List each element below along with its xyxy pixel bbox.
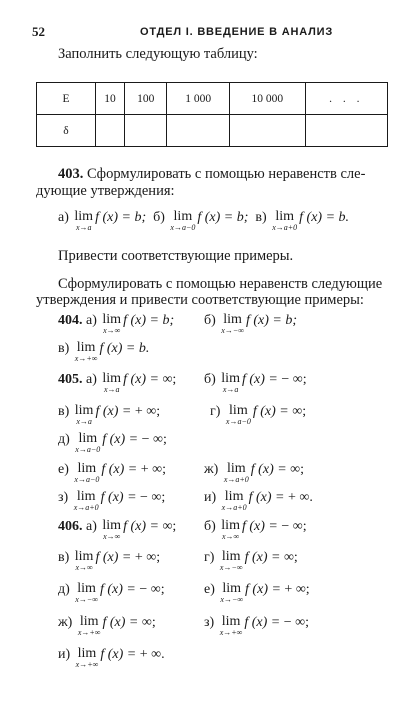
math-fragment: f (x) =	[244, 550, 281, 565]
math-fragment: lim	[74, 403, 94, 418]
math-fragment	[272, 210, 297, 232]
problem-406-zh	[58, 615, 156, 637]
math-fragment: lim	[102, 518, 122, 533]
math-fragment: е)	[58, 462, 69, 477]
math-fragment: b;	[285, 313, 297, 328]
math-fragment: lim	[102, 371, 122, 386]
problem-404-line	[58, 313, 174, 335]
math-fragment: ∞;	[162, 519, 177, 534]
math-fragment: f (x) =	[241, 372, 278, 387]
math-fragment: ∞;	[292, 404, 307, 419]
math-fragment	[75, 432, 100, 454]
math-fragment: lim	[221, 518, 240, 533]
math-fragment: x→a+0	[73, 503, 99, 512]
math-fragment: f (x) =	[123, 519, 159, 534]
math-fragment: f (x) =	[252, 404, 289, 419]
table-cell	[96, 115, 125, 147]
problem-406-z	[204, 615, 309, 637]
math-fragment: x→∞	[103, 326, 121, 335]
math-fragment: x→−∞	[219, 563, 243, 572]
math-fragment: б)	[204, 313, 216, 328]
math-fragment: b.	[138, 341, 150, 356]
math-fragment	[221, 313, 244, 335]
math-fragment: ж)	[204, 462, 219, 477]
math-fragment: ∞;	[162, 372, 177, 387]
math-fragment	[224, 462, 249, 484]
math-fragment: x→a+0	[221, 503, 247, 512]
math-fragment: lim	[222, 581, 242, 596]
math-fragment: f (x) =	[102, 615, 139, 630]
math-fragment: lim	[77, 646, 97, 661]
math-fragment: lim	[79, 614, 99, 629]
problem-403-examples: Привести соответствующие примеры.	[58, 248, 294, 264]
problem-403-items	[58, 210, 349, 232]
math-fragment	[170, 210, 195, 232]
problem-405-g	[210, 404, 306, 426]
math-fragment	[102, 519, 121, 541]
math-fragment: ∞;	[141, 615, 156, 630]
math-fragment: x→a−0	[170, 223, 196, 232]
math-fragment: x→−∞	[220, 595, 244, 604]
math-fragment	[220, 615, 243, 637]
math-fragment: lim	[102, 312, 122, 327]
math-fragment: f (x) =	[123, 313, 159, 328]
math-fragment	[78, 615, 101, 637]
math-fragment: x→+∞	[74, 354, 98, 363]
table-cell: . . .	[305, 83, 387, 115]
table-cell: δ	[37, 115, 96, 147]
table-cell	[125, 115, 167, 147]
math-fragment	[221, 519, 240, 541]
math-fragment	[75, 341, 98, 363]
math-fragment: lim	[221, 371, 240, 386]
math-fragment: lim	[76, 340, 96, 355]
math-fragment: в)	[255, 210, 267, 225]
math-fragment: + ∞.	[139, 647, 165, 662]
math-fragment: x→+∞	[77, 628, 101, 637]
math-fragment: и)	[204, 490, 217, 505]
math-fragment	[222, 490, 247, 512]
math-fragment: 406.	[58, 519, 83, 534]
math-fragment: x→+∞	[219, 628, 243, 637]
table-cell: 10 000	[229, 83, 305, 115]
math-fragment: а)	[86, 519, 97, 534]
math-fragment: lim	[77, 581, 96, 596]
math-fragment: f (x) =	[197, 210, 234, 225]
math-fragment: lim	[74, 549, 94, 564]
math-fragment: lim	[229, 403, 248, 418]
math-fragment: f (x) =	[250, 462, 287, 477]
instruction-paragraph-cont: утверждения и привести соответствующие примеры:	[36, 292, 364, 308]
math-fragment: з)	[58, 490, 69, 505]
problem-405-i	[204, 490, 313, 512]
math-fragment: + ∞;	[284, 582, 310, 597]
math-fragment: f (x) =	[99, 582, 136, 597]
problem-406-d	[58, 582, 165, 604]
problem-405-v	[58, 404, 160, 426]
math-fragment: f (x) =	[245, 582, 281, 597]
math-fragment	[221, 372, 240, 394]
math-fragment: f (x) =	[299, 210, 336, 225]
math-fragment: f (x) =	[95, 210, 131, 225]
math-fragment: ∞;	[290, 462, 305, 477]
math-fragment: + ∞;	[140, 462, 166, 477]
running-header: ОТДЕЛ I. ВВЕДЕНИЕ В АНАЛИЗ	[140, 26, 334, 38]
math-fragment: lim	[74, 209, 94, 224]
math-fragment: lim	[223, 312, 242, 327]
problem-405-d	[58, 432, 167, 454]
math-fragment: x→a	[222, 385, 239, 394]
math-fragment: г)	[204, 550, 215, 565]
math-fragment	[220, 550, 243, 572]
math-fragment: а)	[86, 372, 97, 387]
math-fragment	[74, 462, 99, 484]
table-cell	[305, 115, 387, 147]
math-fragment: x→a−0	[225, 417, 251, 426]
math-fragment	[74, 210, 93, 232]
math-fragment: lim	[78, 431, 98, 446]
math-fragment: b.	[338, 210, 350, 225]
math-fragment: е)	[204, 582, 215, 597]
math-fragment	[102, 372, 121, 394]
math-fragment: − ∞;	[283, 615, 309, 630]
math-fragment: x→∞	[222, 532, 240, 541]
math-fragment: lim	[275, 209, 294, 224]
problem-406-g	[204, 550, 298, 572]
problem-404-v	[58, 341, 149, 363]
math-fragment: lim	[221, 549, 241, 564]
math-fragment: f (x) =	[123, 372, 159, 387]
table-cell: E	[37, 83, 96, 115]
math-fragment: x→a−0	[75, 445, 101, 454]
problem-406-v	[58, 550, 160, 572]
math-fragment: ж)	[58, 615, 73, 630]
math-fragment	[220, 582, 243, 604]
math-fragment: з)	[204, 615, 215, 630]
math-fragment: x→a	[76, 417, 92, 426]
math-fragment: f (x) =	[245, 313, 282, 328]
math-fragment: ∞;	[283, 550, 298, 565]
math-fragment	[74, 490, 99, 512]
math-fragment: − ∞;	[281, 372, 307, 387]
math-fragment: x→a+0	[272, 223, 298, 232]
math-fragment: f (x) =	[95, 404, 132, 419]
math-fragment: x→a	[103, 385, 120, 394]
math-fragment: 405.	[58, 372, 83, 387]
math-fragment: в)	[58, 341, 70, 356]
math-fragment: x→−∞	[221, 326, 244, 335]
math-fragment: д)	[58, 582, 70, 597]
table-cell: 1 000	[167, 83, 229, 115]
math-fragment: x→−∞	[75, 595, 98, 604]
math-fragment: x→∞	[103, 532, 121, 541]
math-fragment: + ∞;	[134, 404, 161, 419]
math-fragment: г)	[210, 404, 221, 419]
table-cell: 100	[125, 83, 167, 115]
table-row	[37, 115, 388, 147]
problem-406-e	[204, 582, 310, 604]
math-fragment: а)	[58, 210, 69, 225]
math-fragment: f (x) =	[100, 647, 137, 662]
problem-406-b	[204, 519, 307, 541]
math-fragment: д)	[58, 432, 70, 447]
math-fragment	[226, 404, 251, 426]
problem-404-b	[204, 313, 297, 335]
math-fragment: f (x) =	[99, 341, 136, 356]
math-fragment: b;	[134, 210, 147, 225]
math-fragment: − ∞;	[139, 582, 165, 597]
math-fragment: x→∞	[75, 563, 93, 572]
problem-405-a	[58, 372, 176, 394]
math-fragment: x→a	[75, 223, 92, 232]
problem-405-e	[58, 462, 166, 484]
math-fragment: f (x) =	[102, 432, 139, 447]
math-fragment	[76, 647, 99, 669]
math-fragment: − ∞;	[281, 519, 307, 534]
math-fragment: f (x) =	[244, 615, 281, 630]
math-fragment: lim	[224, 489, 244, 504]
math-fragment	[75, 582, 98, 604]
math-fragment: lim	[226, 461, 246, 476]
problem-405-zh	[204, 462, 304, 484]
math-fragment: lim	[77, 461, 97, 476]
math-fragment: lim	[173, 209, 193, 224]
math-fragment: lim	[221, 614, 241, 629]
table-cell: 10	[96, 83, 125, 115]
math-fragment: − ∞;	[140, 490, 166, 505]
math-fragment: x→+∞	[75, 660, 99, 669]
math-fragment: − ∞;	[141, 432, 167, 447]
math-fragment	[75, 404, 94, 426]
math-fragment: 404.	[58, 313, 83, 328]
problem-405-z	[58, 490, 165, 512]
page-number: 52	[32, 24, 45, 39]
math-fragment	[102, 313, 121, 335]
table-row	[37, 83, 388, 115]
math-fragment: б)	[204, 519, 216, 534]
math-fragment: x→a+0	[223, 475, 249, 484]
problem-403-text: 403. Сформулировать с помощью неравенств сле-	[58, 166, 366, 182]
problem-405-b	[204, 372, 307, 394]
math-fragment: f (x) =	[241, 519, 278, 534]
math-fragment: f (x) =	[100, 490, 137, 505]
problem-406-i	[58, 647, 165, 669]
problem-406-a	[58, 519, 176, 541]
math-fragment: в)	[58, 550, 70, 565]
math-fragment: а)	[86, 313, 97, 328]
math-fragment: б)	[204, 372, 216, 387]
math-fragment: б)	[153, 210, 165, 225]
math-fragment: f (x) =	[95, 550, 132, 565]
math-fragment: в)	[58, 404, 70, 419]
math-fragment: x→a−0	[74, 475, 100, 484]
table-instruction: Заполнить следующую таблицу:	[58, 46, 258, 62]
math-fragment: b;	[162, 313, 175, 328]
math-fragment: f (x) =	[248, 490, 285, 505]
math-fragment: + ∞;	[134, 550, 161, 565]
table-cell	[229, 115, 305, 147]
math-fragment	[75, 550, 94, 572]
math-fragment: lim	[76, 489, 96, 504]
problem-403-text-cont: дующие утверждения:	[36, 183, 175, 199]
table-cell	[167, 115, 229, 147]
instruction-paragraph: Сформулировать с помощью неравенств следующие	[58, 276, 383, 292]
math-fragment: b;	[236, 210, 249, 225]
math-fragment: + ∞.	[287, 490, 313, 505]
epsilon-delta-table	[36, 82, 388, 147]
math-fragment: и)	[58, 647, 71, 662]
math-fragment: f (x) =	[101, 462, 138, 477]
